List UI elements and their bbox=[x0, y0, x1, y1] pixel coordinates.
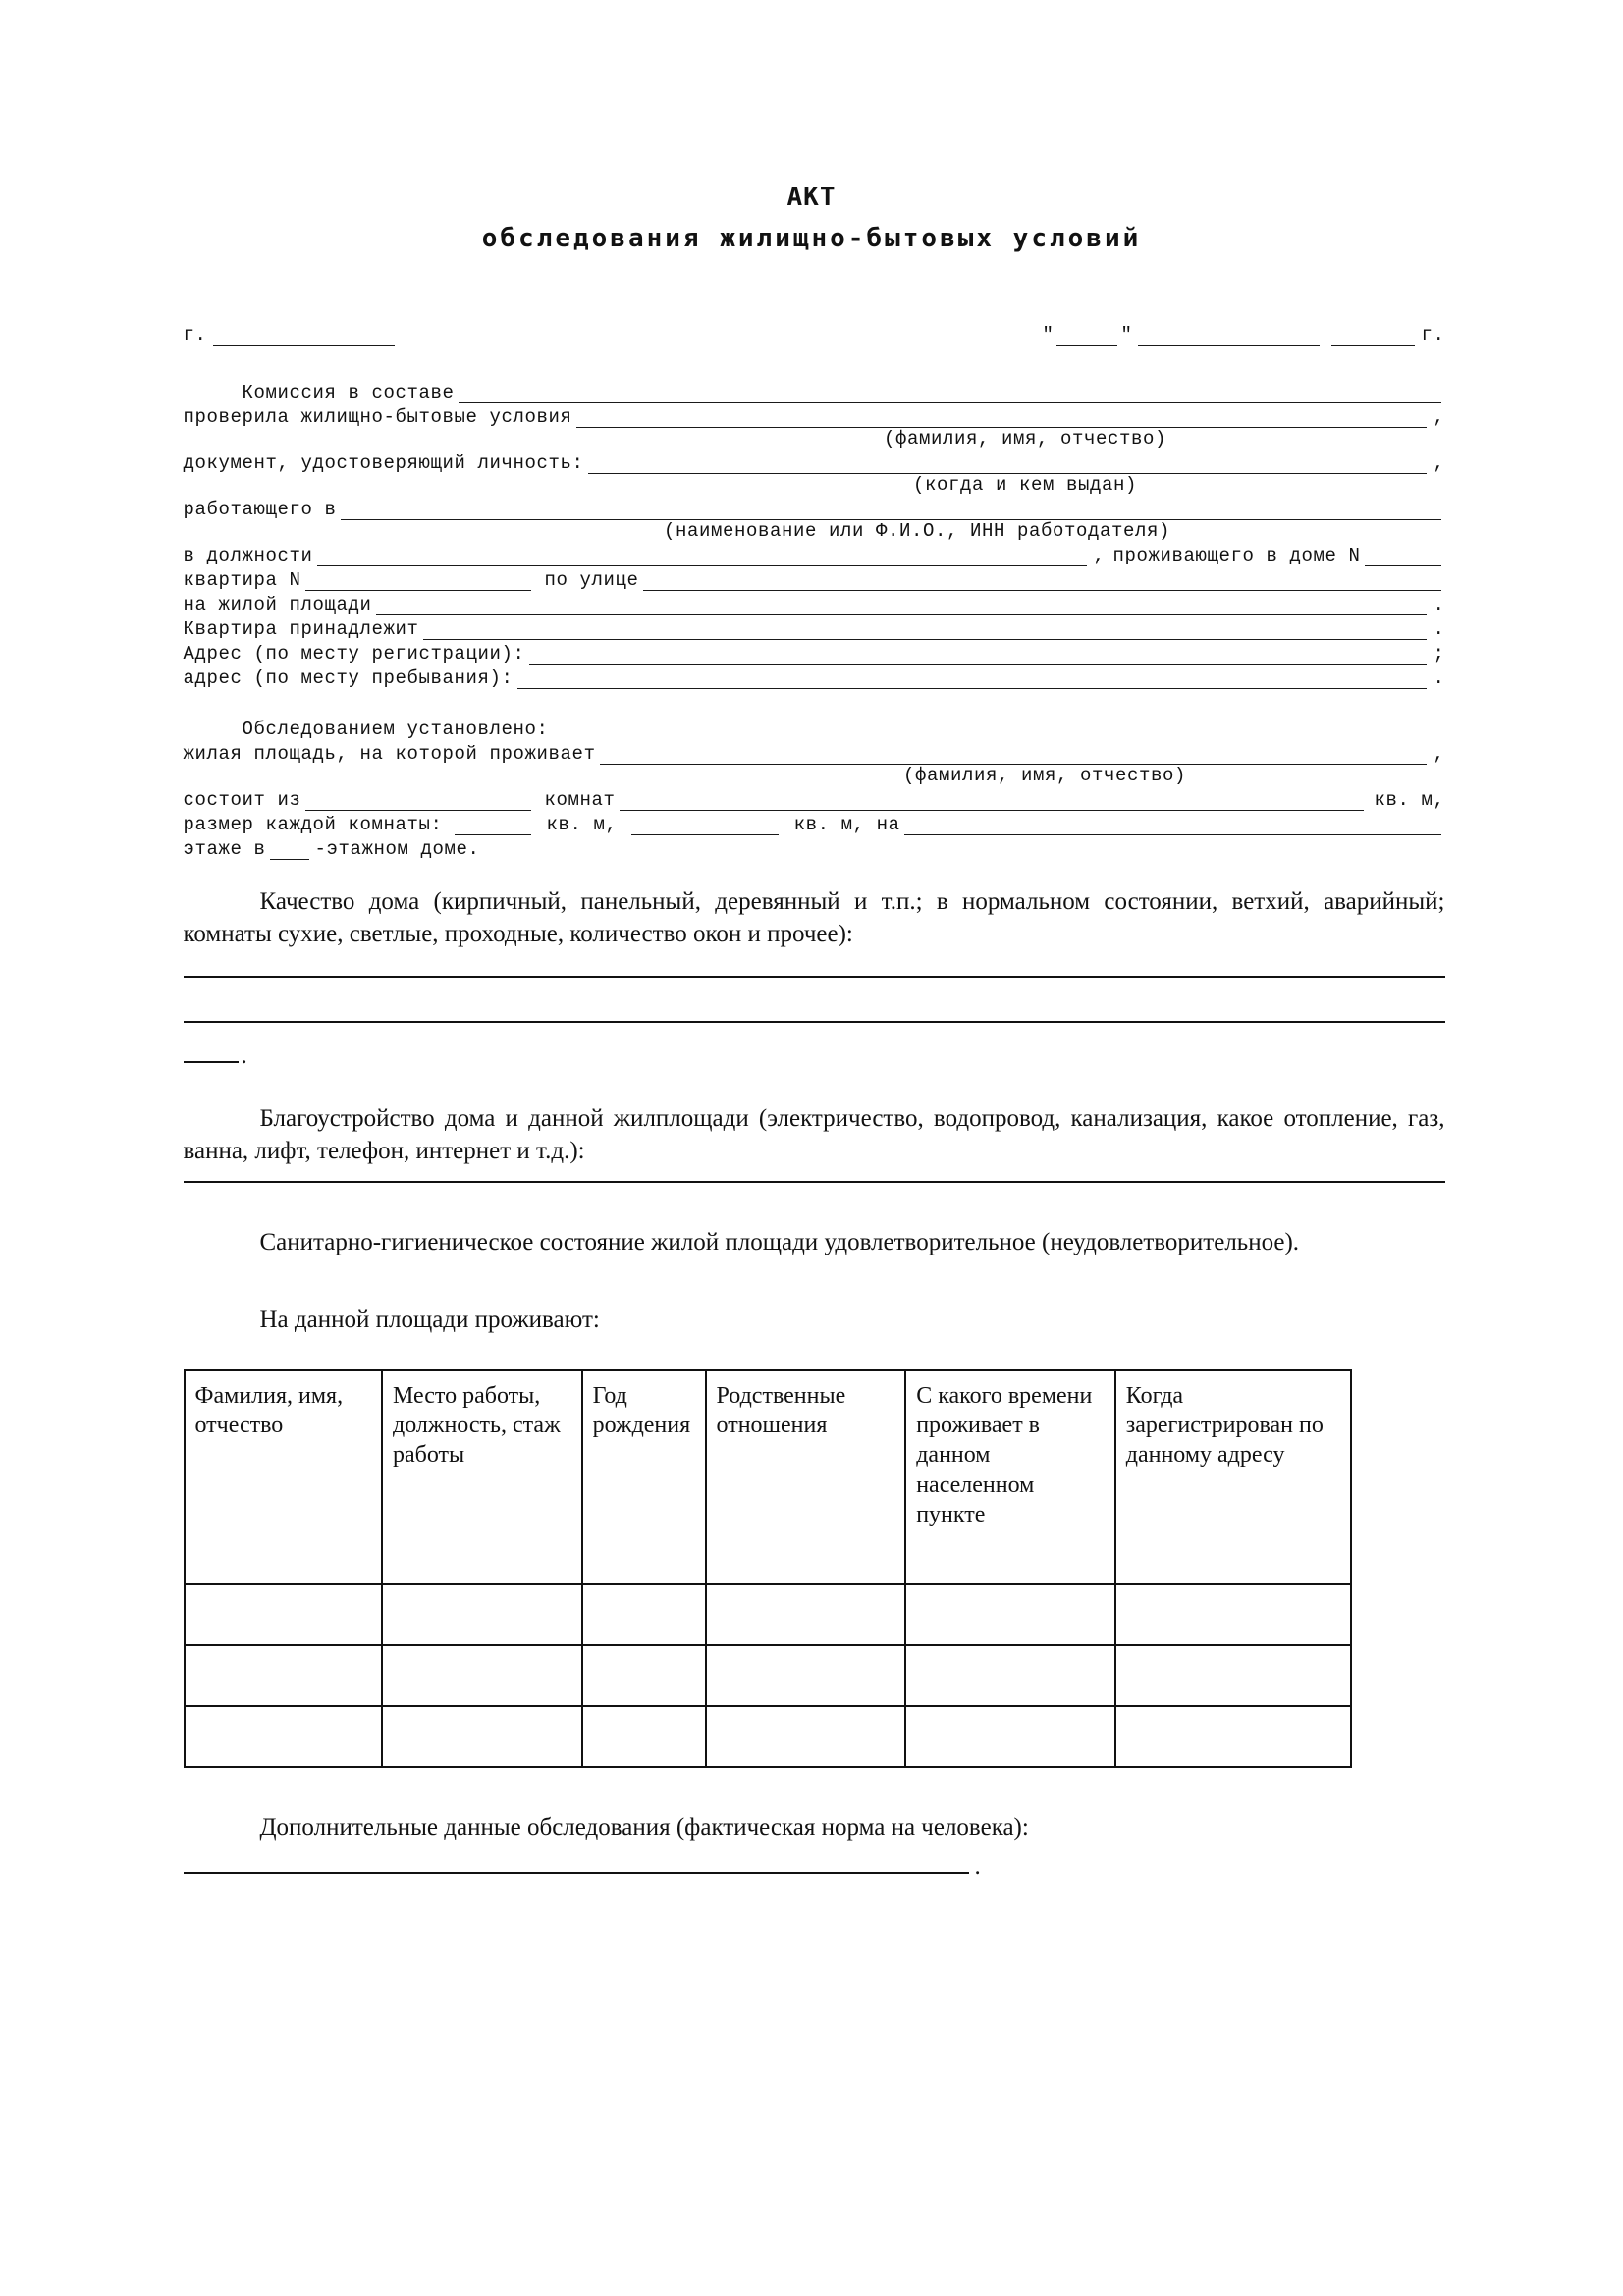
apartment-label: квартира N bbox=[183, 569, 301, 591]
month-input[interactable] bbox=[1138, 328, 1320, 346]
document-title-block bbox=[0, 0, 1623, 253]
position-row bbox=[184, 545, 1445, 566]
fio-caption-1: (фамилия, имя, отчество) bbox=[883, 428, 1167, 450]
house-quality-blank-line-2[interactable] bbox=[184, 1021, 1445, 1023]
room-size-2-input[interactable] bbox=[631, 817, 779, 835]
room-sizes-label: размер каждой комнаты: bbox=[183, 814, 443, 835]
comma-4: , bbox=[1433, 743, 1445, 765]
identity-document-label: документ, удостоверяющий личность: bbox=[183, 453, 584, 474]
cell-full-name[interactable] bbox=[185, 1584, 383, 1645]
comma-2: , bbox=[1433, 453, 1445, 474]
issued-caption: (когда и кем выдан) bbox=[912, 474, 1138, 496]
rooms-word: комнат bbox=[544, 789, 616, 811]
employer-caption: (наименование или Ф.И.О., ИНН работодателя) bbox=[663, 520, 1171, 542]
house-quality-blank-line-3-wrap bbox=[184, 1042, 1445, 1069]
table-row[interactable] bbox=[185, 1645, 1351, 1706]
findings-heading: Обследованием установлено: bbox=[242, 719, 549, 740]
additional-data-rule-wrap bbox=[184, 1853, 1445, 1880]
cell-birth-year[interactable] bbox=[582, 1706, 706, 1767]
floor-row bbox=[184, 838, 1445, 860]
cell-relationship[interactable] bbox=[706, 1584, 906, 1645]
floor-label: этаже в bbox=[183, 838, 266, 860]
column-header-residing-since: С какого времени проживает в данном населенном пункте bbox=[905, 1370, 1115, 1584]
commission-members-label: Комиссия в составе bbox=[242, 382, 455, 403]
street-input[interactable] bbox=[643, 572, 1441, 591]
registration-address-label: Адрес (по месту регистрации): bbox=[183, 643, 525, 665]
additional-data-input[interactable] bbox=[184, 1872, 969, 1874]
table-row[interactable] bbox=[185, 1706, 1351, 1767]
stay-address-label: адрес (по месту пребывания): bbox=[183, 667, 514, 689]
additional-data-paragraph: Дополнительные данные обследования (фактическая норма на человека): bbox=[259, 1814, 1029, 1841]
apartment-owner-label: Квартира принадлежит bbox=[183, 618, 419, 640]
page-subtitle: обследования жилищно-бытовых условий bbox=[481, 224, 1142, 253]
apartment-owner-input[interactable] bbox=[423, 621, 1428, 640]
employer-label: работающего в bbox=[183, 499, 337, 520]
identity-document-input[interactable] bbox=[588, 455, 1428, 474]
cell-registered-on[interactable] bbox=[1115, 1584, 1351, 1645]
position-input[interactable] bbox=[317, 548, 1088, 566]
checked-person-input[interactable] bbox=[576, 409, 1428, 428]
quote-open: " bbox=[1042, 324, 1055, 346]
cell-birth-year[interactable] bbox=[582, 1645, 706, 1706]
house-number-label: проживающего в доме N bbox=[1112, 545, 1361, 566]
registration-address-input[interactable] bbox=[529, 646, 1428, 665]
cell-birth-year[interactable] bbox=[582, 1584, 706, 1645]
apartment-input[interactable] bbox=[305, 572, 531, 591]
amenities-paragraph: Благоустройство дома и данной жилплощади (электричество, водопровод, канализация, какое отопление, газ, ванна, лифт, телефон, интернет и т.д.): bbox=[183, 1105, 1445, 1164]
commission-members-input[interactable] bbox=[459, 385, 1441, 403]
living-space-input[interactable] bbox=[376, 597, 1428, 615]
cell-registered-on[interactable] bbox=[1115, 1645, 1351, 1706]
employer-caption-wrap bbox=[184, 520, 1445, 542]
cell-residing-since[interactable] bbox=[905, 1706, 1115, 1767]
table-row[interactable] bbox=[185, 1584, 1351, 1645]
city-label: г. bbox=[183, 324, 207, 346]
cell-workplace[interactable] bbox=[382, 1584, 582, 1645]
living-space-row bbox=[184, 594, 1445, 615]
sanitary-condition-paragraph: Санитарно-гигиеническое состояние жилой площади удовлетворительное (неудовлетворительное). bbox=[259, 1229, 1300, 1255]
period-1: . bbox=[1433, 594, 1445, 615]
house-quality-paragraph: Качество дома (кирпичный, панельный, деревянный и т.п.; в нормальном состоянии, ветхий, аварийный; комнаты сухие, светлые, проходные, количество окон и прочее): bbox=[183, 888, 1445, 947]
sqm-unit-1: кв. м, bbox=[1374, 789, 1445, 811]
total-area-input[interactable] bbox=[620, 792, 1365, 811]
comma-3: , bbox=[1093, 545, 1106, 566]
employer-row bbox=[184, 499, 1445, 520]
semicolon-1: ; bbox=[1433, 643, 1445, 665]
living-area-person-label: жилая площадь, на которой проживает bbox=[183, 743, 596, 765]
identity-document-row bbox=[184, 453, 1445, 474]
stay-address-input[interactable] bbox=[517, 670, 1428, 689]
sqm-unit-3: кв. м, на bbox=[793, 814, 900, 835]
floor-tail-label: -этажном доме. bbox=[314, 838, 480, 860]
page-title: АКТ bbox=[786, 183, 837, 212]
fio-caption-2: (фамилия, имя, отчество) bbox=[902, 765, 1187, 786]
column-header-full-name: Фамилия, имя, отчество bbox=[185, 1370, 383, 1584]
day-input[interactable] bbox=[1056, 328, 1117, 346]
building-floors-input[interactable] bbox=[270, 841, 309, 860]
house-number-input[interactable] bbox=[1365, 548, 1441, 566]
fio-caption-wrap-1 bbox=[184, 428, 1445, 450]
city-input[interactable] bbox=[213, 328, 395, 346]
cell-workplace[interactable] bbox=[382, 1706, 582, 1767]
room-count-row bbox=[184, 789, 1445, 811]
amenities-blank-line[interactable] bbox=[184, 1181, 1445, 1183]
column-header-workplace: Место работы, должность, стаж работы bbox=[382, 1370, 582, 1584]
column-header-birth-year: Год рождения bbox=[582, 1370, 706, 1584]
house-quality-blank-line-1[interactable] bbox=[184, 976, 1445, 978]
floor-number-input[interactable] bbox=[904, 817, 1441, 835]
city-date-line bbox=[184, 324, 1445, 346]
column-header-relationship: Родственные отношения bbox=[706, 1370, 906, 1584]
street-label: по улице bbox=[544, 569, 639, 591]
checked-conditions-row bbox=[184, 406, 1445, 428]
year-suffix-label: г. bbox=[1421, 324, 1445, 346]
house-quality-blank-line-3[interactable] bbox=[184, 1061, 239, 1063]
comma-1: , bbox=[1433, 406, 1445, 428]
cell-registered-on[interactable] bbox=[1115, 1706, 1351, 1767]
cell-residing-since[interactable] bbox=[905, 1584, 1115, 1645]
stay-address-row bbox=[184, 667, 1445, 689]
checked-conditions-label: проверила жилищно-бытовые условия bbox=[183, 406, 572, 428]
sqm-unit-2: кв. м, bbox=[546, 814, 618, 835]
room-size-1-input[interactable] bbox=[455, 817, 531, 835]
registration-address-row bbox=[184, 643, 1445, 665]
apartment-owner-row bbox=[184, 618, 1445, 640]
period-2: . bbox=[1433, 618, 1445, 640]
commission-members-row bbox=[184, 382, 1445, 403]
apartment-row bbox=[184, 569, 1445, 591]
issued-caption-wrap bbox=[184, 474, 1445, 496]
document-body bbox=[179, 324, 1445, 1880]
year-input[interactable] bbox=[1331, 328, 1415, 346]
cell-relationship[interactable] bbox=[706, 1706, 906, 1767]
column-header-registered-on: Когда зарегистрирован по данному адресу bbox=[1115, 1370, 1351, 1584]
residents-intro: На данной площади проживают: bbox=[259, 1307, 600, 1333]
living-space-label: на жилой площади bbox=[183, 594, 372, 615]
residents-table bbox=[184, 1369, 1352, 1768]
fio-caption-wrap-2 bbox=[184, 765, 1445, 786]
room-count-input[interactable] bbox=[305, 792, 531, 811]
cell-relationship[interactable] bbox=[706, 1645, 906, 1706]
living-area-person-row bbox=[184, 743, 1445, 765]
employer-input[interactable] bbox=[341, 502, 1441, 520]
room-count-label: состоит из bbox=[183, 789, 301, 811]
table-header-row bbox=[185, 1370, 1351, 1584]
quote-close: " bbox=[1120, 324, 1133, 346]
living-area-person-input[interactable] bbox=[600, 746, 1428, 765]
cell-workplace[interactable] bbox=[382, 1645, 582, 1706]
position-label: в должности bbox=[183, 545, 313, 566]
room-sizes-row bbox=[184, 814, 1445, 835]
cell-full-name[interactable] bbox=[185, 1645, 383, 1706]
house-quality-end-dot: . bbox=[241, 1042, 247, 1069]
additional-data-end-dot: . bbox=[974, 1853, 981, 1880]
cell-residing-since[interactable] bbox=[905, 1645, 1115, 1706]
period-3: . bbox=[1433, 667, 1445, 689]
cell-full-name[interactable] bbox=[185, 1706, 383, 1767]
